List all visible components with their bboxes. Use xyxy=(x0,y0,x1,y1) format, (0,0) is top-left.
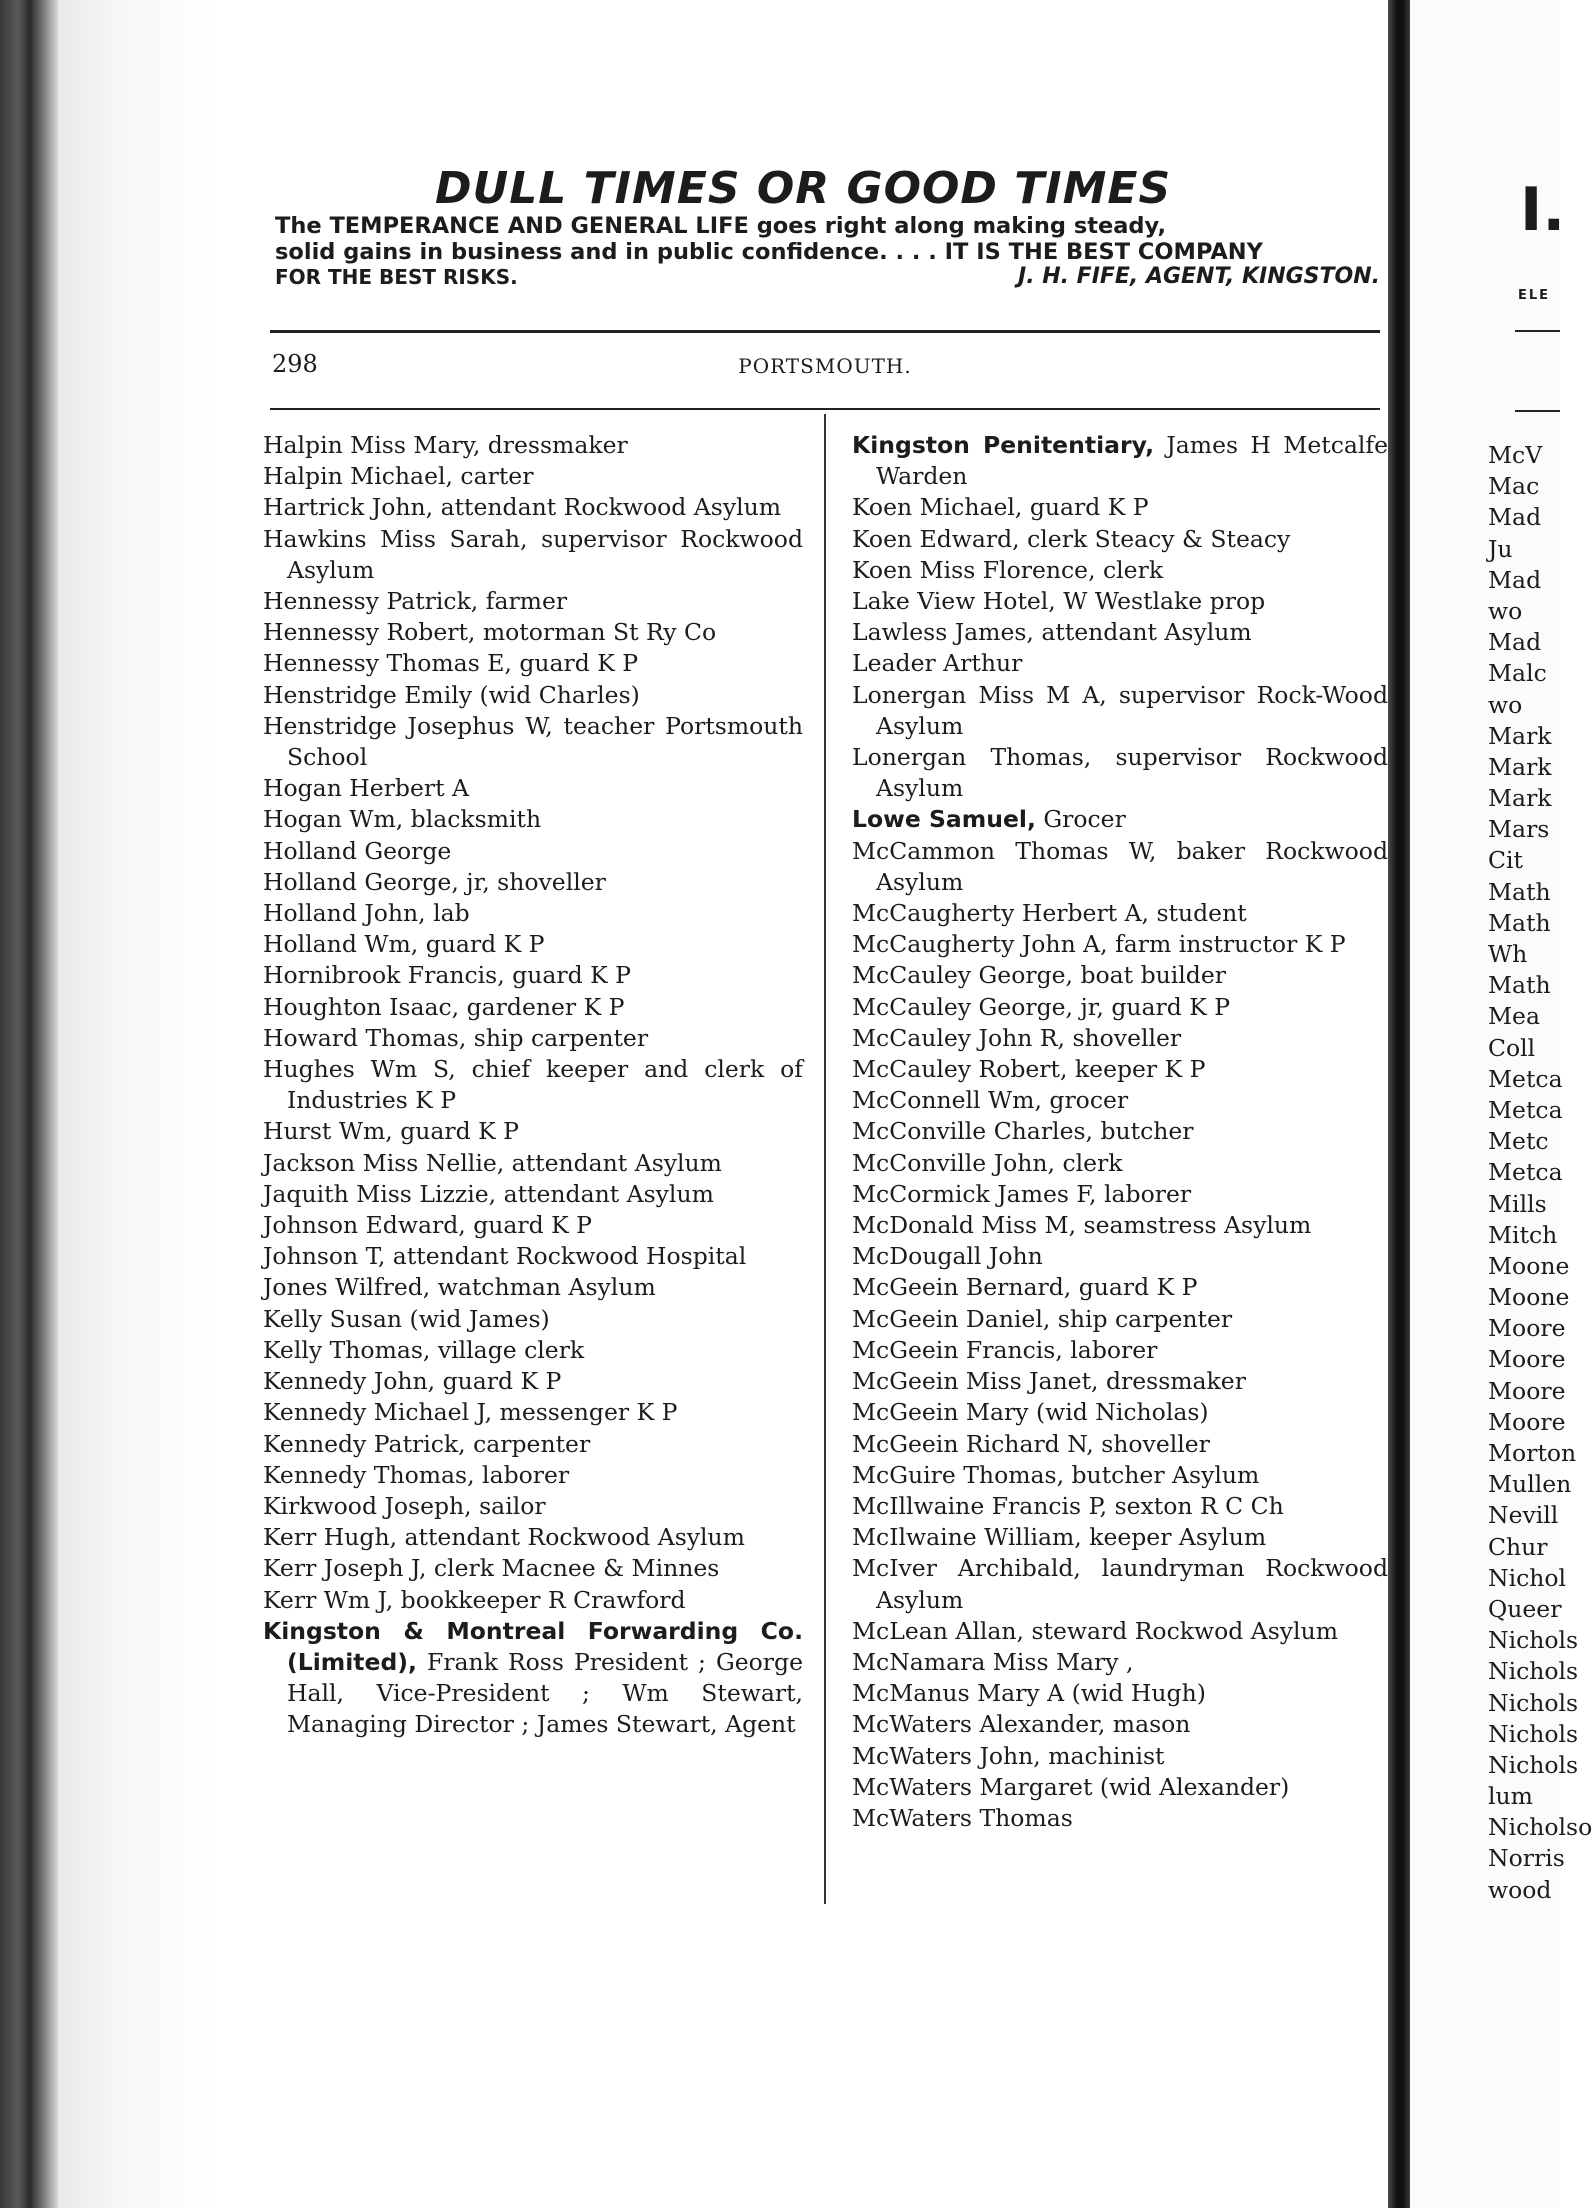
page-title: PORTSMOUTH. xyxy=(738,354,912,378)
advertisement-banner xyxy=(275,165,1385,289)
entry-text: Koen Michael, guard K P xyxy=(852,493,1149,522)
page-header xyxy=(270,350,1380,380)
directory-entry xyxy=(852,804,1388,835)
entry-text: Kerr Hugh, attendant Rockwood Asylum xyxy=(263,1523,745,1552)
entry-text: McDougall John xyxy=(852,1242,1043,1271)
directory-entry xyxy=(852,1210,1388,1241)
next-page-rule-2 xyxy=(1515,410,1560,412)
top-rule xyxy=(270,330,1380,333)
next-page-entry-fragment: Mark xyxy=(1488,784,1552,813)
directory-entry xyxy=(263,867,803,898)
entry-text: Kennedy Michael J, messenger K P xyxy=(263,1398,678,1427)
next-page-entry-fragment: wo xyxy=(1488,690,1523,719)
directory-entry xyxy=(852,1366,1388,1397)
directory-entry xyxy=(852,1522,1388,1553)
next-page-entry-fragment: Moore xyxy=(1488,1376,1566,1405)
entry-text: Hawkins Miss Sarah, supervisor Rockwood Asylum xyxy=(263,524,803,584)
entry-text: Koen Miss Florence, clerk xyxy=(852,555,1164,584)
page-number: 298 xyxy=(272,350,318,378)
entry-text: Kelly Thomas, village clerk xyxy=(263,1335,585,1364)
entry-text: Jackson Miss Nellie, attendant Asylum xyxy=(263,1148,722,1177)
entry-text: Holland Wm, guard K P xyxy=(263,930,545,959)
next-page-banner-fragment: ELE xyxy=(1518,288,1551,303)
directory-entry xyxy=(852,1647,1388,1678)
directory-entry xyxy=(852,1085,1388,1116)
entry-text: Jaquith Miss Lizzie, attendant Asylum xyxy=(263,1179,714,1208)
next-page-entry-fragment: Ju xyxy=(1488,534,1513,563)
directory-entry xyxy=(852,1304,1388,1335)
directory-entry xyxy=(263,680,803,711)
directory-entry xyxy=(852,1709,1388,1740)
directory-entry xyxy=(263,1522,803,1553)
directory-entry xyxy=(263,1397,803,1428)
entry-text: McIlwaine William, keeper Asylum xyxy=(852,1523,1267,1552)
directory-entry xyxy=(263,1054,803,1116)
next-page-entry-fragment: Wh xyxy=(1488,940,1528,968)
directory-entry xyxy=(852,960,1388,991)
next-page-entry-fragment: Mills xyxy=(1488,1189,1547,1218)
entry-text: Grocer xyxy=(1035,805,1126,834)
directory-entry xyxy=(263,1616,803,1741)
directory-entry xyxy=(263,1148,803,1179)
next-page-entry-fragment: Moone xyxy=(1488,1251,1570,1280)
directory-entry xyxy=(852,929,1388,960)
next-page-entry-fragment: Moone xyxy=(1488,1283,1570,1312)
entry-text: Holland George, jr, shoveller xyxy=(263,867,606,896)
next-page-entry-fragment: Math xyxy=(1488,908,1551,937)
next-page-entry-fragment: lum xyxy=(1488,1782,1533,1811)
business-name: Kingston & Montreal Forwarding Co. (Limited), xyxy=(263,1616,803,1676)
entry-text: Kirkwood Joseph, sailor xyxy=(263,1491,546,1520)
directory-entry xyxy=(852,742,1388,804)
entry-text: Holland George xyxy=(263,836,452,865)
next-page-entry-fragment: Mark xyxy=(1488,752,1552,781)
next-page-entry-fragment: Nichols xyxy=(1488,1626,1579,1655)
entry-text: Kelly Susan (wid James) xyxy=(263,1304,550,1333)
entry-text: Henstridge Josephus W, teacher Portsmouth School xyxy=(263,711,803,772)
directory-entry xyxy=(852,1553,1388,1615)
entry-text: McIllwaine Francis P, sexton R C Ch xyxy=(852,1491,1284,1520)
directory-entry xyxy=(852,1179,1388,1210)
next-page-entry-fragment: Moore xyxy=(1488,1314,1566,1343)
entry-text: Hogan Wm, blacksmith xyxy=(263,805,542,834)
entry-text: Koen Edward, clerk Steacy & Steacy xyxy=(852,524,1291,553)
entry-text: McConville John, clerk xyxy=(852,1148,1123,1177)
next-page-entry-fragment: Coll xyxy=(1488,1033,1536,1062)
ad-agent: J. H. FIFE, AGENT, KINGSTON. xyxy=(1018,264,1380,290)
directory-entry xyxy=(852,836,1388,898)
next-page-entry-fragment: Malc xyxy=(1488,659,1547,688)
directory-entry xyxy=(852,648,1388,679)
entry-text: Hennessy Robert, motorman St Ry Co xyxy=(263,618,717,647)
entry-text: Hennessy Patrick, farmer xyxy=(263,587,568,616)
column-divider xyxy=(824,414,826,1904)
next-page-entry-fragment: Nicholso xyxy=(1488,1813,1592,1842)
next-page-entry-fragment: Nichols xyxy=(1488,1750,1579,1779)
directory-entry xyxy=(263,1023,803,1054)
entry-text: McGeein Francis, laborer xyxy=(852,1335,1158,1364)
directory-entry xyxy=(852,1460,1388,1491)
entry-text: Halpin Miss Mary, dressmaker xyxy=(263,431,628,459)
next-page-entry-fragment: Metca xyxy=(1488,1158,1563,1187)
directory-entry xyxy=(263,492,803,523)
directory-entry xyxy=(852,1741,1388,1772)
directory-entry xyxy=(263,773,803,804)
next-page-entry-fragment: Queer xyxy=(1488,1594,1562,1623)
directory-entry xyxy=(852,992,1388,1023)
ad-line-1: The TEMPERANCE AND GENERAL LIFE goes right along making steady, xyxy=(275,213,1167,240)
next-page-entry-fragment: Mad xyxy=(1488,628,1542,657)
next-page-entry-fragment: Morton xyxy=(1488,1439,1577,1467)
directory-entry xyxy=(852,1054,1388,1085)
directory-entry xyxy=(852,1116,1388,1147)
directory-entry xyxy=(263,1241,803,1272)
entry-text: McDonald Miss M, seamstress Asylum xyxy=(852,1211,1312,1240)
next-page-entry-fragment: Nichols xyxy=(1488,1688,1579,1717)
entry-text: McGuire Thomas, butcher Asylum xyxy=(852,1460,1260,1489)
entry-text: Johnson Edward, guard K P xyxy=(263,1211,592,1240)
entry-text: Hennessy Thomas E, guard K P xyxy=(263,649,639,678)
directory-entry xyxy=(852,1148,1388,1179)
next-page-entry-fragment: Nichols xyxy=(1488,1657,1579,1686)
book-gutter xyxy=(1388,0,1410,2208)
entry-text: Lonergan Thomas, supervisor Rockwood Asylum xyxy=(852,743,1388,803)
entry-text: McWaters John, machinist xyxy=(852,1741,1165,1770)
directory-entry xyxy=(263,992,803,1023)
entry-text: McGeein Daniel, ship carpenter xyxy=(852,1304,1233,1333)
next-page-entry-fragment: Nichol xyxy=(1488,1563,1567,1592)
directory-entry xyxy=(263,1366,803,1397)
entry-text: McCauley John R, shoveller xyxy=(852,1023,1182,1052)
directory-entry xyxy=(852,1616,1388,1647)
entry-text: Hornibrook Francis, guard K P xyxy=(263,961,631,990)
directory-entry xyxy=(263,1491,803,1522)
entry-text: McGeein Miss Janet, dressmaker xyxy=(852,1367,1246,1396)
entry-text: Jones Wilfred, watchman Asylum xyxy=(263,1273,656,1302)
directory-entry xyxy=(852,1429,1388,1460)
next-page-entry-fragment: Chur xyxy=(1488,1532,1548,1561)
entry-text: Kennedy Thomas, laborer xyxy=(263,1460,570,1489)
directory-entry xyxy=(852,1491,1388,1522)
entry-text: Hogan Herbert A xyxy=(263,774,470,803)
entry-text: McLean Allan, steward Rockwod Asylum xyxy=(852,1616,1338,1645)
left-column xyxy=(263,430,803,1741)
directory-entry xyxy=(852,1023,1388,1054)
directory-entry xyxy=(263,711,803,773)
next-page-entry-fragment: Nevill xyxy=(1488,1501,1559,1530)
directory-entry xyxy=(263,617,803,648)
entry-text: Holland John, lab xyxy=(263,899,470,928)
entry-text: Frank Ross President ; George Hall, Vice-President ; Wm Stewart, Managing Director ; James Stewart, Agent xyxy=(287,1647,803,1739)
ad-line-2: solid gains in business and in public confidence. . . . IT IS THE BEST COMPANY xyxy=(275,239,1263,266)
directory-entry xyxy=(263,1460,803,1491)
right-column xyxy=(852,430,1388,1834)
next-page-entry-fragment: Metca xyxy=(1488,1095,1563,1124)
entry-text: McManus Mary A (wid Hugh) xyxy=(852,1679,1206,1708)
next-page-entry-fragment: Mad xyxy=(1488,565,1542,594)
next-page-entry-fragment: wo xyxy=(1488,596,1523,625)
entry-text: McConville Charles, butcher xyxy=(852,1117,1194,1146)
directory-entry xyxy=(852,680,1388,742)
next-page-entry-fragment: Math xyxy=(1488,877,1551,906)
next-page-entry-fragment: Mitch xyxy=(1488,1220,1558,1249)
next-page-entry-fragment: Norris xyxy=(1488,1844,1565,1873)
directory-entry xyxy=(852,1241,1388,1272)
entry-text: Kennedy Patrick, carpenter xyxy=(263,1429,591,1458)
entry-text: James H Metcalfe Warden xyxy=(876,431,1388,491)
next-page-logo: I. xyxy=(1520,175,1566,245)
entry-text: Lawless James, attendant Asylum xyxy=(852,618,1252,647)
directory-entry xyxy=(852,1335,1388,1366)
entry-text: McGeein Mary (wid Nicholas) xyxy=(852,1398,1209,1427)
directory-entry xyxy=(263,1116,803,1147)
next-page-entry-fragment: Mac xyxy=(1488,472,1540,501)
entry-text: McWaters Thomas xyxy=(852,1803,1073,1832)
directory-entry xyxy=(852,1678,1388,1709)
entry-text: McWaters Margaret (wid Alexander) xyxy=(852,1772,1290,1801)
directory-entry xyxy=(852,1397,1388,1428)
entry-text: McCauley Robert, keeper K P xyxy=(852,1055,1206,1084)
directory-entry xyxy=(852,430,1388,492)
directory-entry xyxy=(263,461,803,492)
directory-entry xyxy=(263,1553,803,1584)
entry-text: Hartrick John, attendant Rockwood Asylum xyxy=(263,493,782,522)
next-page-column-fragment xyxy=(1488,440,1592,1906)
directory-entry xyxy=(852,492,1388,523)
entry-text: McCormick James F, laborer xyxy=(852,1179,1192,1208)
directory-entry xyxy=(263,929,803,960)
ad-headline: DULL TIMES OR GOOD TIMES xyxy=(435,163,1172,214)
next-page-entry-fragment: Cit xyxy=(1488,846,1523,875)
next-page-entry-fragment: Math xyxy=(1488,971,1551,1000)
entry-text: McNamara Miss Mary , xyxy=(852,1647,1134,1676)
directory-entry xyxy=(263,1585,803,1616)
next-page-entry-fragment: McV xyxy=(1488,441,1543,469)
next-page-entry-fragment: Mea xyxy=(1488,1002,1540,1031)
next-page-entry-fragment: Mars xyxy=(1488,815,1550,844)
directory-entry xyxy=(263,430,803,461)
directory-entry xyxy=(263,648,803,679)
entry-text: McCammon Thomas W, baker Rockwood Asylum xyxy=(852,836,1388,896)
directory-entry xyxy=(852,1772,1388,1803)
directory-entry xyxy=(852,524,1388,555)
directory-entry xyxy=(852,617,1388,648)
entry-text: McGeein Bernard, guard K P xyxy=(852,1273,1198,1302)
directory-entry xyxy=(263,1335,803,1366)
entry-text: Lake View Hotel, W Westlake prop xyxy=(852,587,1266,616)
entry-text: Henstridge Emily (wid Charles) xyxy=(263,680,640,709)
directory-entry xyxy=(852,1803,1388,1834)
entry-text: McWaters Alexander, mason xyxy=(852,1710,1191,1739)
entry-text: Leader Arthur xyxy=(852,649,1023,678)
directory-entry xyxy=(852,586,1388,617)
next-page-entry-fragment: Mullen xyxy=(1488,1470,1572,1499)
next-page-entry-fragment: wood xyxy=(1488,1875,1552,1904)
next-page-entry-fragment: Nichols xyxy=(1488,1719,1579,1748)
directory-entry xyxy=(263,586,803,617)
header-rule xyxy=(270,408,1380,410)
entry-text: Kerr Joseph J, clerk Macnee & Minnes xyxy=(263,1554,720,1583)
next-page-entry-fragment: Mad xyxy=(1488,503,1542,532)
next-page-entry-fragment: Metca xyxy=(1488,1064,1563,1093)
directory-entry xyxy=(263,1210,803,1241)
directory-entry xyxy=(263,960,803,991)
directory-entry xyxy=(263,898,803,929)
entry-text: McIver Archibald, laundryman Rockwood Asylum xyxy=(852,1554,1388,1614)
directory-entry xyxy=(852,555,1388,586)
business-name: Lowe Samuel, xyxy=(852,805,1036,834)
directory-entry xyxy=(263,1179,803,1210)
entry-text: Halpin Michael, carter xyxy=(263,462,534,491)
next-page-entry-fragment: Moore xyxy=(1488,1345,1566,1374)
directory-entry xyxy=(263,1304,803,1335)
ad-tagline: FOR THE BEST RISKS. xyxy=(275,265,518,290)
directory-entry xyxy=(852,898,1388,929)
entry-text: Howard Thomas, ship carpenter xyxy=(263,1023,649,1052)
book-spine-shadow xyxy=(0,0,58,2208)
entry-text: Houghton Isaac, gardener K P xyxy=(263,992,625,1021)
entry-text: McCaugherty John A, farm instructor K P xyxy=(852,930,1346,959)
entry-text: McGeein Richard N, shoveller xyxy=(852,1429,1210,1458)
entry-text: Lonergan Miss M A, supervisor Rock-Wood Asylum xyxy=(852,680,1388,740)
directory-entry xyxy=(263,524,803,586)
entry-text: Johnson T, attendant Rockwood Hospital xyxy=(263,1242,747,1271)
entry-text: Hurst Wm, guard K P xyxy=(263,1117,519,1146)
directory-entry xyxy=(263,1272,803,1303)
directory-entry xyxy=(263,804,803,835)
ad-line-3 xyxy=(275,265,1380,289)
next-page-entry-fragment: Mark xyxy=(1488,721,1552,750)
next-page-rule xyxy=(1515,330,1560,332)
directory-entry xyxy=(852,1272,1388,1303)
entry-text: Kerr Wm J, bookkeeper R Crawford xyxy=(263,1585,686,1614)
entry-text: McConnell Wm, grocer xyxy=(852,1086,1129,1115)
business-name: Kingston Penitentiary, xyxy=(852,431,1154,459)
entry-text: McCaugherty Herbert A, student xyxy=(852,899,1247,928)
next-page-entry-fragment: Moore xyxy=(1488,1407,1566,1436)
directory-entry xyxy=(263,836,803,867)
entry-text: McCauley George, jr, guard K P xyxy=(852,992,1231,1021)
entry-text: McCauley George, boat builder xyxy=(852,961,1226,990)
next-page-entry-fragment: Metc xyxy=(1488,1127,1549,1156)
entry-text: Kennedy John, guard K P xyxy=(263,1367,562,1396)
directory-entry xyxy=(263,1429,803,1460)
entry-text: Hughes Wm S, chief keeper and clerk of Industries K P xyxy=(263,1055,803,1115)
